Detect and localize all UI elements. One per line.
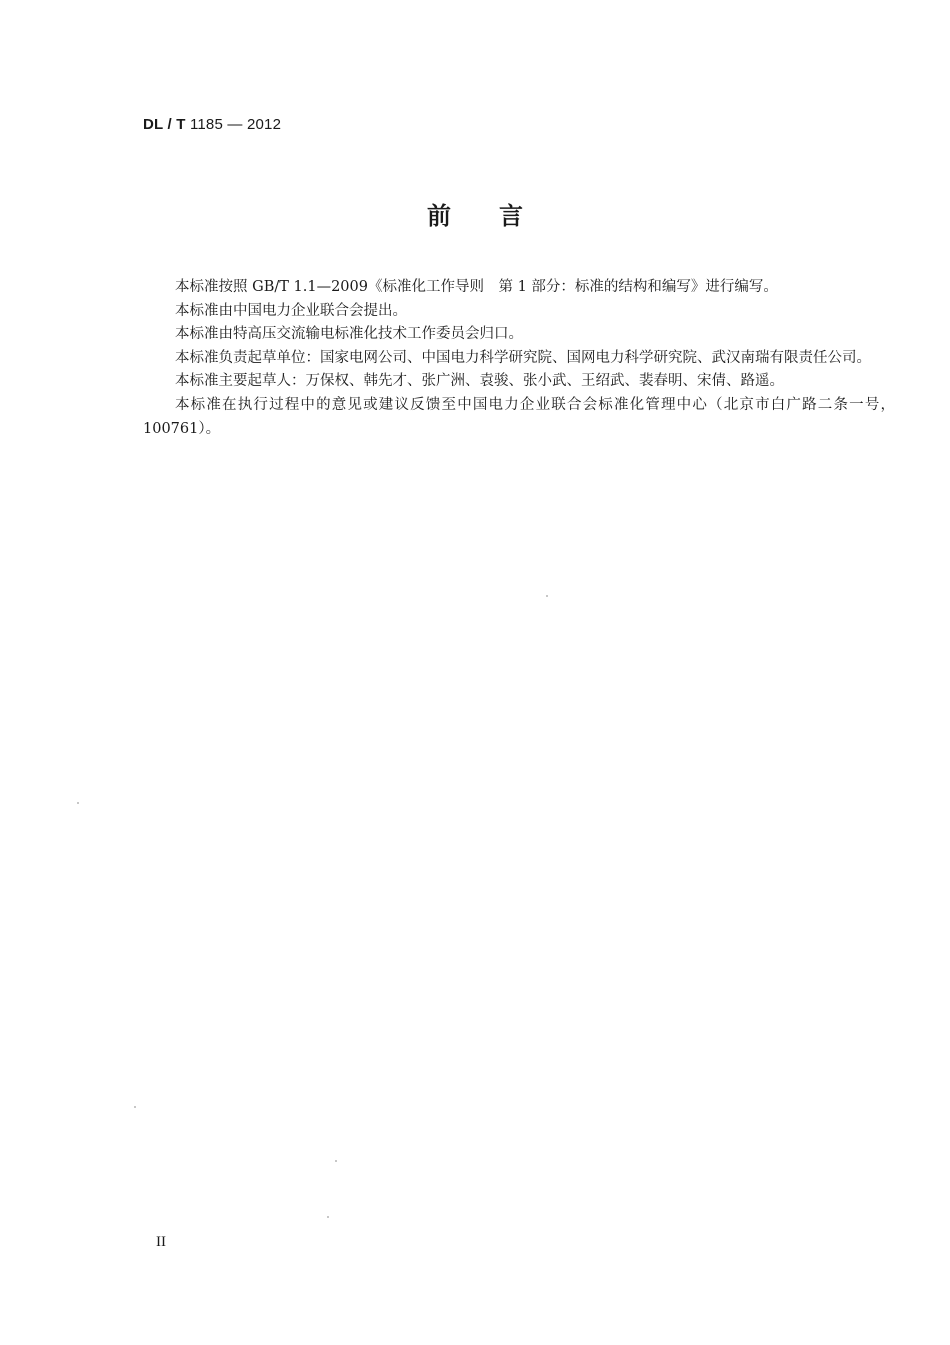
page-title: 前 言	[427, 202, 523, 230]
page-number: II	[156, 1234, 166, 1250]
standard-code	[143, 116, 281, 133]
scan-speck	[546, 595, 548, 597]
scan-speck	[77, 802, 79, 804]
scan-speck	[134, 1106, 136, 1108]
paragraph-proposer: 本标准由中国电力企业联合会提出。	[175, 302, 407, 319]
paragraph-drafters: 本标准主要起草人：万保权、韩先才、张广洲、袁骏、张小武、王绍武、裴春明、宋倩、路遥。	[175, 373, 784, 390]
paragraph-drafting-units: 本标准负责起草单位：国家电网公司、中国电力科学研究院、国网电力科学研究院、武汉南瑞有限责任公司。	[175, 349, 871, 366]
scan-speck	[335, 1160, 337, 1162]
standard-code-number: 1185 — 2012	[185, 116, 282, 133]
scan-speck	[327, 1216, 329, 1218]
paragraph-committee: 本标准由特高压交流输电标准化技术工作委员会归口。	[175, 326, 523, 343]
paragraph-feedback: 本标准在执行过程中的意见或建议反馈至中国电力企业联合会标准化管理中心（北京市白广路二条一号，100761）。	[143, 396, 895, 437]
standard-code-prefix: DL / T	[143, 116, 186, 133]
foreword-body	[143, 276, 895, 441]
paragraph-drafting-rules: 本标准按照 GB/T 1.1—2009《标准化工作导则 第 1 部分：标准的结构和编写》进行编写。	[175, 279, 778, 295]
